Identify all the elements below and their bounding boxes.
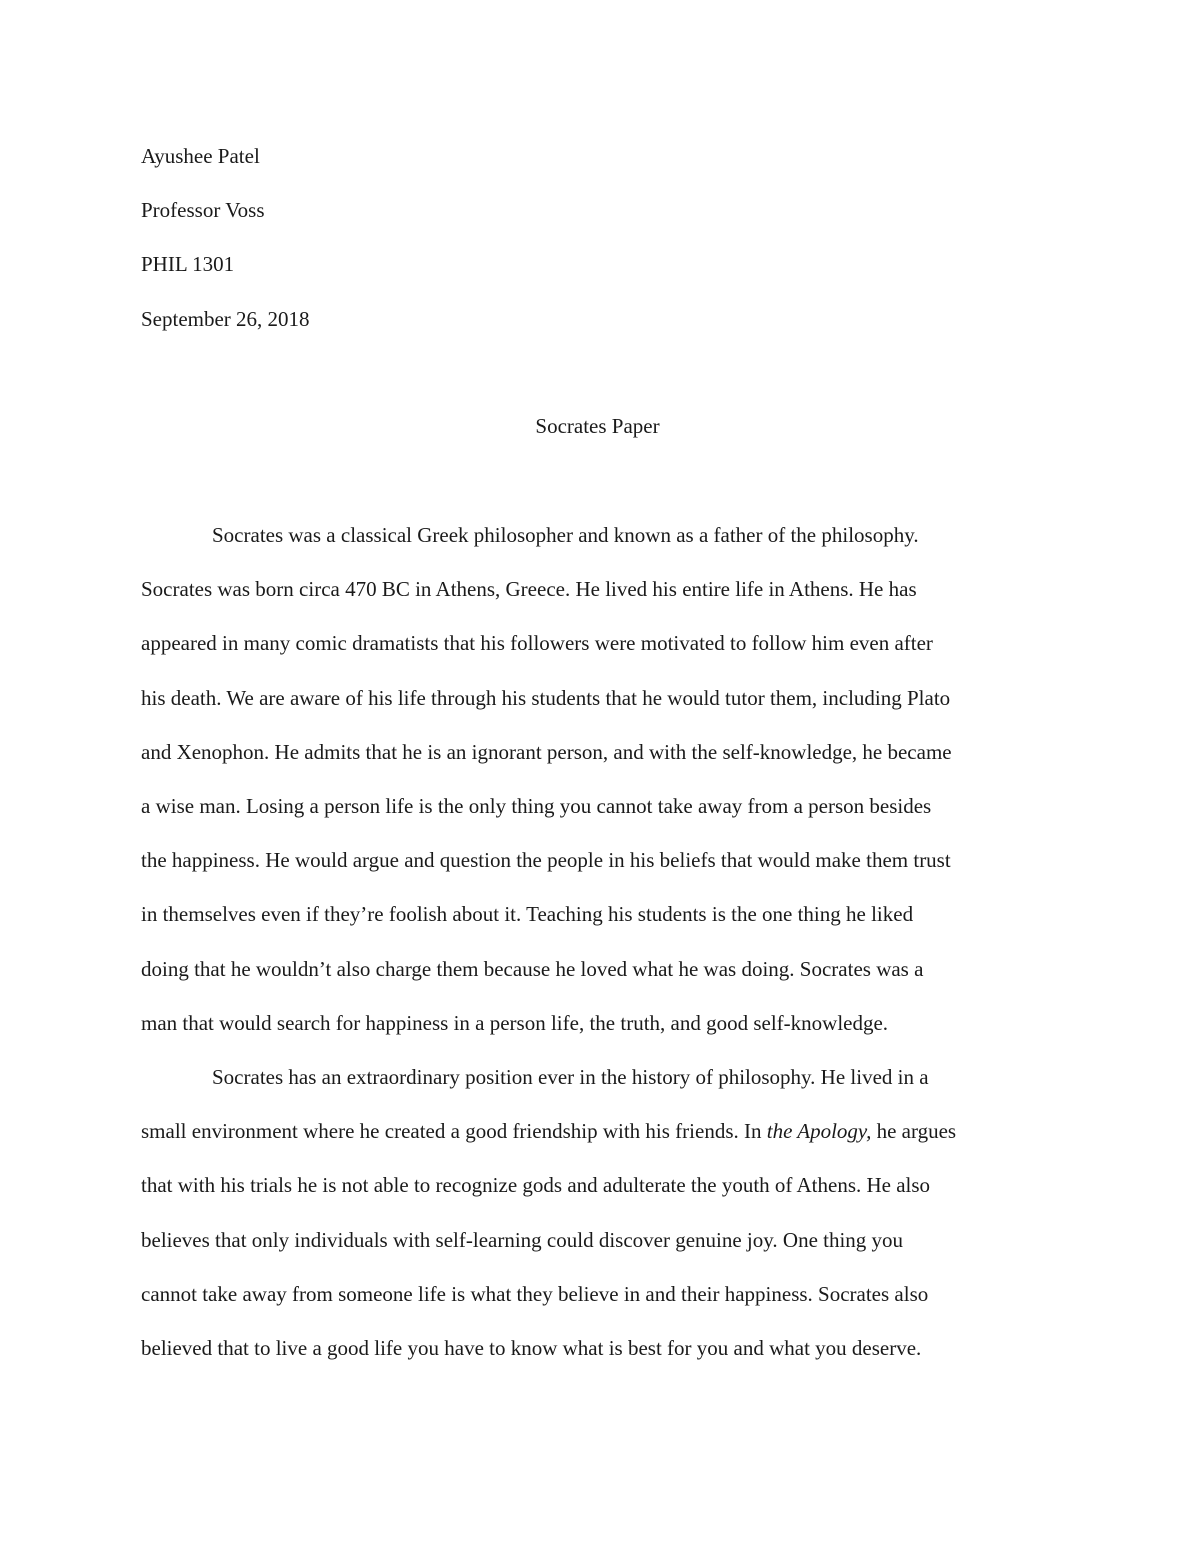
student-name: Ayushee Patel — [141, 144, 260, 168]
paragraph-line: that with his trials he is not able to recognize gods and adulterate the youth of Athens. He also — [141, 1173, 931, 1197]
professor-name: Professor Voss — [141, 198, 265, 222]
paragraph-line: and Xenophon. He admits that he is an ignorant person, and with the self-knowledge, he became — [141, 740, 952, 764]
paragraph-line: appeared in many comic dramatists that his followers were motivated to follow him even after — [141, 631, 933, 655]
paragraph-line: believes that only individuals with self-learning could discover genuine joy. One thing you — [141, 1228, 904, 1252]
book-title-italic: the Apology, — [766, 1119, 872, 1143]
paragraph-line — [141, 1117, 956, 1145]
text-segment: he argues — [871, 1119, 957, 1143]
paragraph-line: man that would search for happiness in a person life, the truth, and good self-knowledge. — [141, 1011, 889, 1035]
paragraph-line: a wise man. Losing a person life is the only thing you cannot take away from a person besides — [141, 794, 932, 818]
course-code: PHIL 1301 — [141, 252, 235, 276]
paragraph-line: believed that to live a good life you have to know what is best for you and what you deserve. — [141, 1336, 922, 1360]
paper-date: September 26, 2018 — [141, 307, 310, 331]
paragraph-line: doing that he wouldn’t also charge them because he loved what he was doing. Socrates was a — [141, 957, 924, 981]
paragraph-line: in themselves even if they’re foolish about it. Teaching his students is the one thing he liked — [141, 902, 914, 926]
text-segment: small environment where he created a good friendship with his friends. In — [141, 1119, 767, 1143]
paper-title: Socrates Paper — [535, 414, 660, 438]
paragraph-line: Socrates has an extraordinary position ever in the history of philosophy. He lived in a — [212, 1065, 929, 1089]
paragraph-line: cannot take away from someone life is what they believe in and their happiness. Socrates also — [141, 1282, 929, 1306]
paragraph-line: the happiness. He would argue and question the people in his beliefs that would make them trust — [141, 848, 951, 872]
paragraph-line: Socrates was born circa 470 BC in Athens, Greece. He lived his entire life in Athens. He has — [141, 577, 917, 601]
paragraph-line: his death. We are aware of his life through his students that he would tutor them, including Plato — [141, 686, 951, 710]
paragraph-line: Socrates was a classical Greek philosopher and known as a father of the philosophy. — [212, 523, 919, 547]
